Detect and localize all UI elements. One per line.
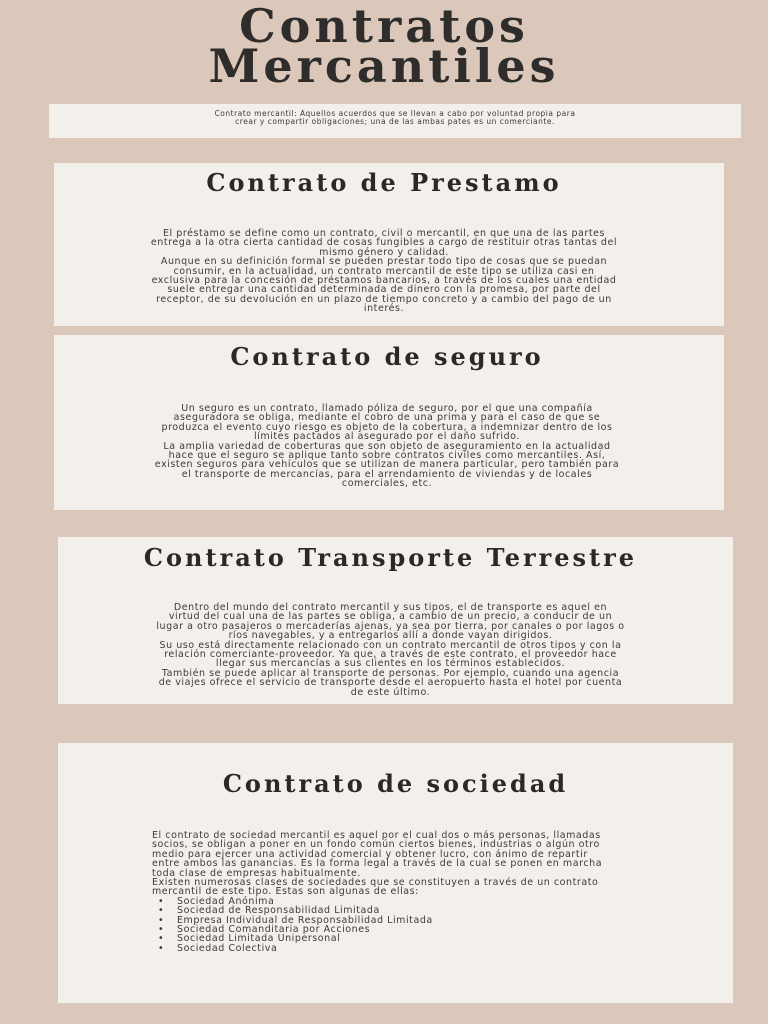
text-line: Dentro del mundo del contrato mercantil y sus tipos, el de transporte es aquel en <box>173 602 608 613</box>
text-line: consumir, en la actualidad, un contrato mercantil de este tipo se utiliza casi en <box>173 265 595 277</box>
text-line: ríos navegables, y a entregarlos allí a donde vayan dirigidos. <box>228 630 553 642</box>
list-item-text: Empresa Individual de Responsabilidad Limitada <box>177 914 433 926</box>
section-card-prestamo <box>54 163 724 326</box>
text-line: mercantil de este tipo. Estas son algunas de ellas: <box>152 886 419 898</box>
page-title-line-1: Contratos <box>239 0 529 53</box>
bullet-icon: • <box>158 905 165 917</box>
page-title-line-2: Mercantiles <box>208 39 560 93</box>
text-line: Un seguro es un contrato, llamado póliza de seguro, por el que una compañía <box>181 403 593 414</box>
list-item-text: Sociedad Limitada Unipersonal <box>177 933 341 945</box>
text-line: Existen numerosas clases de sociedades que se constituyen a través de un contrato <box>152 877 599 889</box>
intro-text <box>49 110 741 126</box>
text-line: socios, se obligan a poner en un fondo común ciertos bienes, industrias o algún otro <box>152 839 600 851</box>
section-card-sociedad <box>58 743 733 1003</box>
section-paragraphs <box>152 831 733 897</box>
text-line: produzca el evento cuyo riesgo es objeto de la cobertura, a indemnizar dentro de los <box>161 421 613 433</box>
text-line: límites pactados al asegurado por el daño sufrido. <box>254 431 520 443</box>
text-line: El contrato de sociedad mercantil es aquel por el cual dos o más personas, llamadas <box>152 830 601 841</box>
text-line: existen seguros para vehículos que se utilizan de manera particular, pero también para <box>154 459 620 471</box>
text-line: mismo género y calidad. <box>319 246 449 258</box>
bullet-icon: • <box>158 933 165 945</box>
section-heading: Contrato Transporte Terrestre <box>143 543 638 572</box>
text-line: crear y compartir obligaciones; una de las ambas pates es un comerciante. <box>235 117 555 126</box>
text-line: aseguradora se obliga, mediante el cobro de una prima y para el caso de que se <box>173 412 601 424</box>
text-line: de viajes ofrece el servicio de transporte desde el aeropuerto hasta el hotel por cuenta <box>158 677 623 689</box>
text-line: interés. <box>363 303 405 315</box>
text-line: relación comerciante-proveedor. Ya que, a través de este contrato, el proveedor hace <box>164 649 617 661</box>
text-line: También se puede aplicar al transporte de personas. Por ejemplo, cuando una agencia <box>161 667 620 679</box>
text-line: exclusiva para la concesión de préstamos bancarios, a través de los cuales una entidad <box>151 275 617 287</box>
text-line: llegar sus mercancías a sus clientes en los términos establecidos. <box>215 658 566 670</box>
text-line: Su uso está directamente relacionado con un contrato mercantil de otros tipos y con la <box>159 639 622 651</box>
section-card-transporte <box>58 537 733 704</box>
section-heading: Contrato de seguro <box>230 342 544 371</box>
section-heading: Contrato de sociedad <box>222 769 569 798</box>
text-line: La amplia variedad de coberturas que son objeto de aseguramiento en la actualidad <box>163 440 611 452</box>
text-line: de este último. <box>350 686 431 698</box>
page-title <box>0 0 768 93</box>
intro-card <box>49 104 741 138</box>
list-item-text: Sociedad de Responsabilidad Limitada <box>177 905 380 917</box>
text-line: entre ambos las ganancias. Es la forma legal a través de la cual se ponen en marcha <box>152 858 603 870</box>
list-item <box>152 944 733 953</box>
bullet-icon: • <box>158 942 165 954</box>
text-line: comerciales, etc. <box>341 478 433 490</box>
society-types-list <box>152 897 733 953</box>
text-line: Aunque en su definición formal se pueden prestar todo tipo de cosas que se puedan <box>160 256 608 268</box>
text-line: Contrato mercantil: Aquellos acuerdos que se llevan a cabo por voluntad propia para <box>214 109 576 118</box>
text-line: virtud del cual una de las partes se obliga, a cambio de un precio, a conducir de un <box>168 611 613 623</box>
section-body <box>54 229 714 314</box>
text-line: entrega a la otra cierta cantidad de cosas fungibles a cargo de restituir otras tantas del <box>150 237 618 249</box>
bullet-icon: • <box>158 924 165 936</box>
bullet-icon: • <box>158 914 165 926</box>
section-heading: Contrato de Prestamo <box>206 168 562 197</box>
section-body <box>58 603 723 697</box>
text-line: medio para ejercer una actividad comercial y obtener lucro, con ánimo de repartir <box>152 848 588 860</box>
text-line: lugar a otro pasajeros o mercaderías ajenas, ya sea por tierra, por canales o por lagos o <box>156 620 625 632</box>
text-line: El préstamo se define como un contrato, civil o mercantil, en que una de las partes <box>162 228 606 239</box>
text-line: hace que el seguro se aplique tanto sobre contratos civiles como mercantiles. Así, <box>168 450 606 462</box>
text-line: suele entregar una cantidad determinada de dinero con la promesa, por parte del <box>167 284 601 296</box>
text-line: toda clase de empresas habitualmente. <box>152 867 361 879</box>
list-item-text: Sociedad Colectiva <box>177 942 278 954</box>
list-item-text: Sociedad Anónima <box>177 895 275 907</box>
bullet-icon: • <box>158 895 165 907</box>
section-body <box>54 404 720 489</box>
section-body <box>152 831 733 953</box>
list-item-text: Sociedad Comanditaria por Acciones <box>177 924 371 936</box>
text-line: el transporte de mercancías, para el arrendamiento de viviendas y de locales <box>181 468 593 480</box>
section-card-seguro <box>54 335 724 510</box>
text-line: receptor, de su devolución en un plazo de tiempo concreto y a cambio del pago de un <box>156 293 612 305</box>
